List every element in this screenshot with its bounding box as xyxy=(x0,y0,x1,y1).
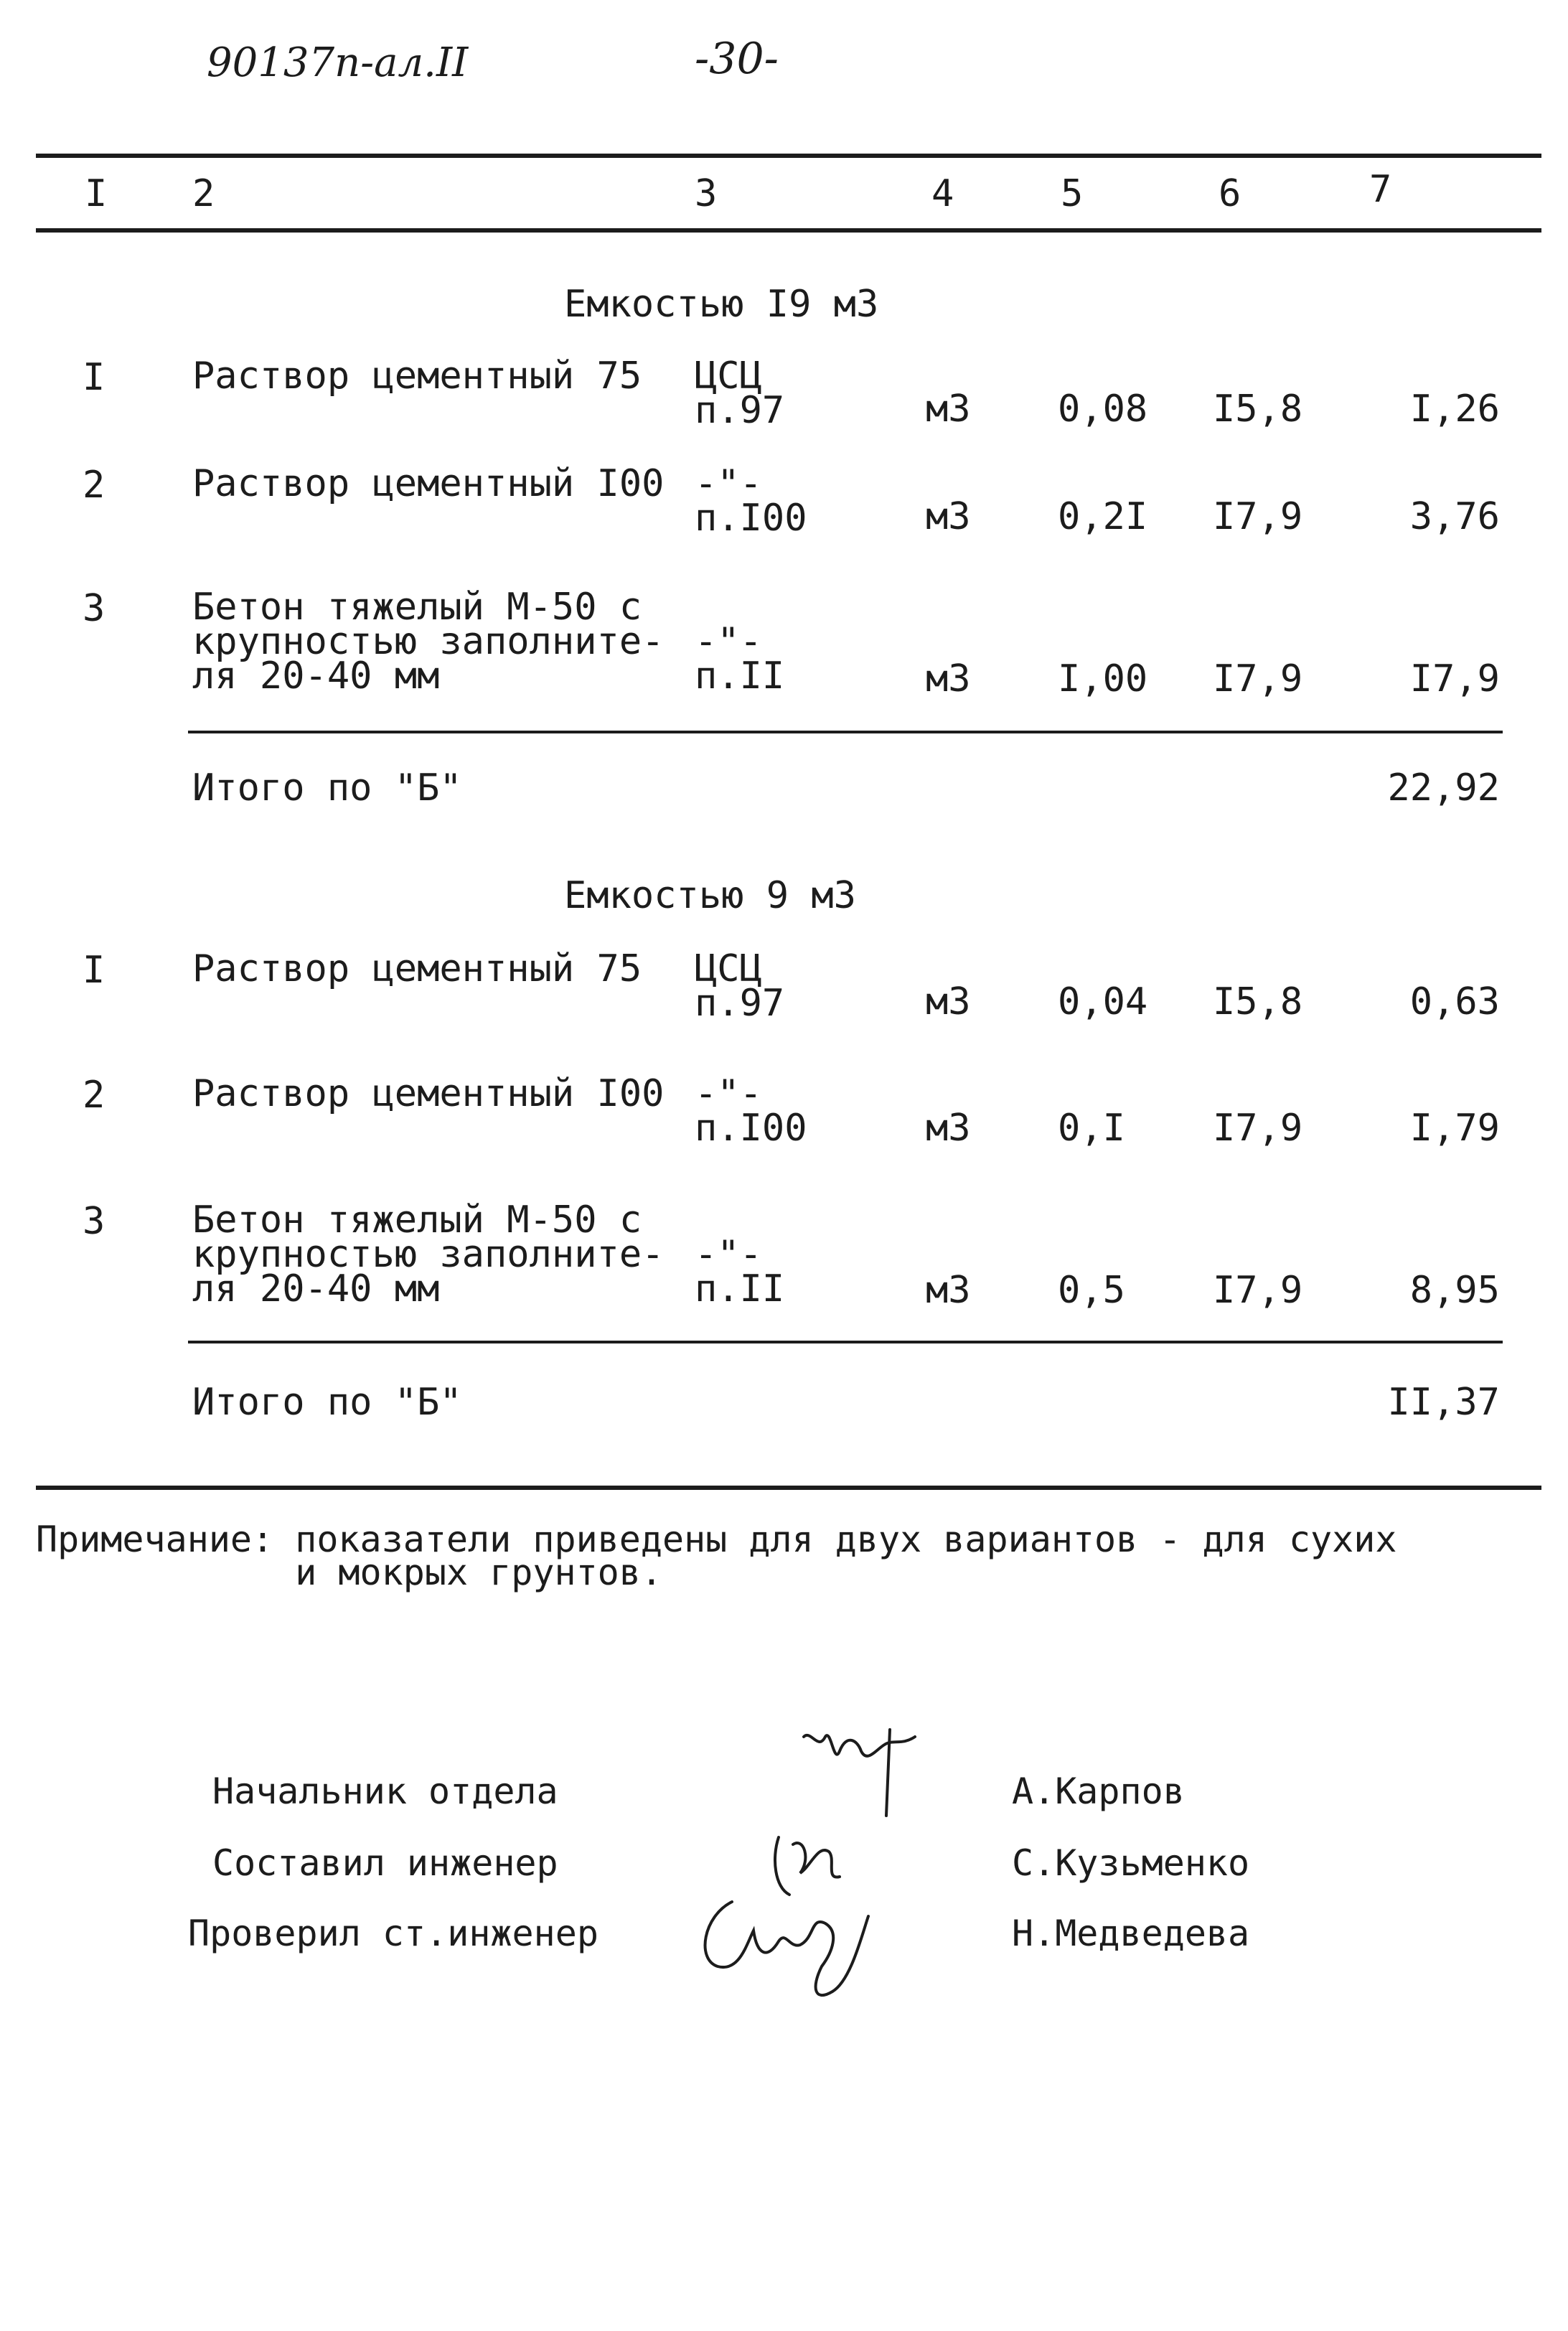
signature-role: Проверил ст.инженер xyxy=(188,1913,598,1954)
table-top-rule xyxy=(36,154,1541,158)
row-unit: м3 xyxy=(926,980,971,1023)
row-unit: м3 xyxy=(926,388,971,431)
subtotal-label: Итого по "Б" xyxy=(192,1381,462,1424)
subtotal-value: 22,92 xyxy=(1387,766,1500,810)
signature-role: Составил инженер xyxy=(212,1842,558,1884)
page-number: -30- xyxy=(695,34,779,84)
row-name: Раствор цементный 75 xyxy=(192,947,642,990)
subtotal-value: II,37 xyxy=(1387,1381,1500,1424)
subtotal-rule xyxy=(188,1341,1503,1343)
row-number: I xyxy=(83,949,105,992)
row-name: Раствор цементный I00 xyxy=(192,462,665,505)
row-total: I7,9 xyxy=(1409,657,1500,700)
row-unit: м3 xyxy=(926,657,971,700)
row-quantity: 0,I xyxy=(1058,1107,1125,1150)
row-price: I7,9 xyxy=(1213,657,1303,700)
signature-name: А.Карпов xyxy=(1012,1770,1185,1812)
column-header-5: 5 xyxy=(1061,172,1084,215)
document-code: 90137п-ал.II xyxy=(207,39,469,86)
row-total: I,26 xyxy=(1409,388,1500,431)
row-name: Бетон тяжелый М-50 с крупностью заполните- ля 20-40 мм xyxy=(192,586,665,698)
table-bottom-rule xyxy=(36,1486,1541,1490)
row-price: I7,9 xyxy=(1213,495,1303,538)
row-reference: -"- п.II xyxy=(695,1233,785,1310)
handwritten-signature-3 xyxy=(689,1887,897,2009)
column-header-4: 4 xyxy=(931,172,954,215)
signature-name: Н.Медведева xyxy=(1012,1913,1250,1954)
row-reference: ЦСЦ п.97 xyxy=(695,355,785,432)
row-name: Бетон тяжелый М-50 с крупностью заполните- ля 20-40 мм xyxy=(192,1199,665,1310)
subtotal-rule xyxy=(188,731,1503,733)
row-price: I5,8 xyxy=(1213,388,1303,431)
row-number: 2 xyxy=(83,1074,105,1117)
column-header-1: I xyxy=(85,172,108,215)
column-header-2: 2 xyxy=(192,172,215,215)
section-title: Емкостью 9 м3 xyxy=(564,874,856,917)
row-total: I,79 xyxy=(1409,1107,1500,1150)
row-unit: м3 xyxy=(926,1107,971,1150)
row-reference: ЦСЦ п.97 xyxy=(695,947,785,1025)
signature-name: С.Кузьменко xyxy=(1012,1842,1250,1884)
section-title: Емкостью I9 м3 xyxy=(564,283,879,326)
row-number: I xyxy=(83,356,105,399)
row-total: 8,95 xyxy=(1409,1269,1500,1312)
subtotal-label: Итого по "Б" xyxy=(192,766,462,810)
row-price: I5,8 xyxy=(1213,980,1303,1023)
row-unit: м3 xyxy=(926,1269,971,1312)
signature-role: Начальник отдела xyxy=(212,1770,558,1812)
note-text: Примечание: показатели приведены для двух вариантов - для сухих и мокрых грунтов. xyxy=(36,1519,1397,1593)
row-reference: -"- п.I00 xyxy=(695,462,807,540)
row-reference: -"- п.I00 xyxy=(695,1072,807,1150)
row-quantity: I,00 xyxy=(1058,657,1148,700)
column-header-3: 3 xyxy=(695,172,718,215)
row-reference: -"- п.II xyxy=(695,620,785,698)
row-number: 2 xyxy=(83,464,105,507)
row-total: 0,63 xyxy=(1409,980,1500,1023)
row-quantity: 0,5 xyxy=(1058,1269,1125,1312)
row-number: 3 xyxy=(83,587,105,630)
row-unit: м3 xyxy=(926,495,971,538)
row-number: 3 xyxy=(83,1200,105,1243)
row-quantity: 0,04 xyxy=(1058,980,1148,1023)
row-quantity: 0,08 xyxy=(1058,388,1148,431)
row-total: 3,76 xyxy=(1409,495,1500,538)
column-header-6: 6 xyxy=(1219,172,1241,215)
row-price: I7,9 xyxy=(1213,1269,1303,1312)
table-header-rule xyxy=(36,228,1541,233)
row-name: Раствор цементный 75 xyxy=(192,355,642,398)
column-header-7: 7 xyxy=(1369,168,1392,211)
row-quantity: 0,2I xyxy=(1058,495,1148,538)
row-name: Раствор цементный I00 xyxy=(192,1072,665,1115)
row-price: I7,9 xyxy=(1213,1107,1303,1150)
